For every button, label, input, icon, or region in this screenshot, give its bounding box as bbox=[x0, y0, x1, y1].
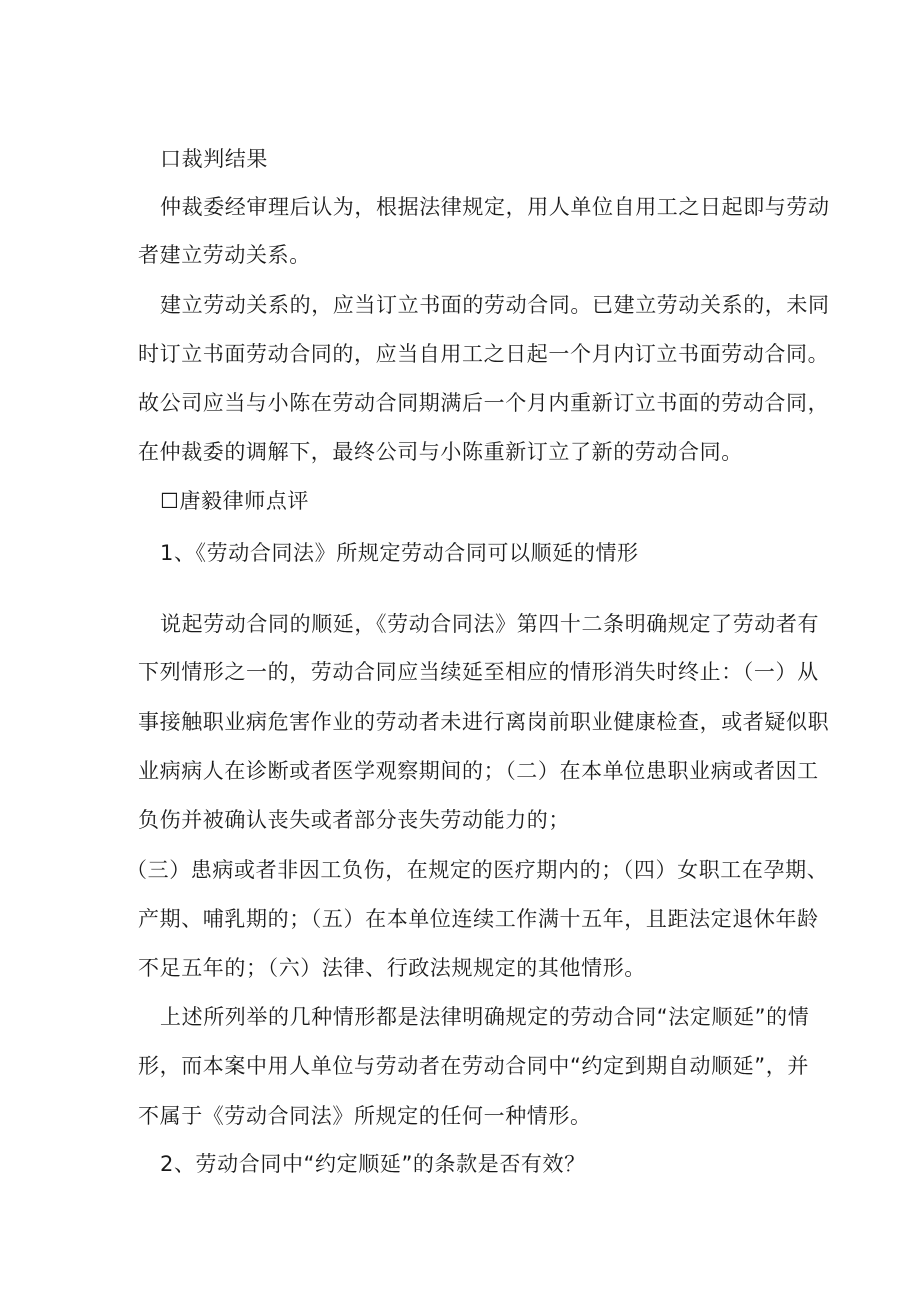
subheading-1: 1、《劳动合同法》所规定劳动合同可以顺延的情形 bbox=[160, 541, 639, 565]
paragraph-line: 在仲裁委的调解下，最终公司与小陈重新订立了新的劳动合同。 bbox=[138, 440, 743, 464]
paragraph-line: 说起劳动合同的顺延，《劳动合同法》第四十二条明确规定了劳动者有 bbox=[160, 612, 820, 636]
paragraph-line: 上述所列举的几种情形都是法律明确规定的劳动合同“法定顺延”的情 bbox=[160, 1005, 810, 1029]
paragraph-line: 产期、哺乳期的；（五）在本单位连续工作满十五年，且距法定退休年龄 bbox=[138, 907, 819, 931]
paragraph-line: 形，而本案中用人单位与劳动者在劳动合同中“约定到期自动顺延”，并 bbox=[138, 1054, 809, 1078]
subheading-2: 2、劳动合同中“约定顺延”的条款是否有效？ bbox=[160, 1152, 586, 1176]
paragraph-line: 故公司应当与小陈在劳动合同期满后一个月内重新订立书面的劳动合同， bbox=[138, 391, 830, 415]
paragraph-line: 者建立劳动关系。 bbox=[138, 243, 311, 267]
paragraph-line: 负伤并被确认丧失或者部分丧失劳动能力的； bbox=[138, 808, 570, 832]
paragraph-line: 事接触职业病危害作业的劳动者未进行离岗前职业健康检查，或者疑似职 bbox=[138, 710, 830, 734]
paragraph-line: 不足五年的；（六）法律、行政法规规定的其他情形。 bbox=[138, 956, 646, 980]
paragraph-line: 仲裁委经审理后认为，根据法律规定，用人单位自用工之日起即与劳动 bbox=[160, 195, 830, 219]
paragraph-line: （三）患病或者非因工负伤，在规定的医疗期内的；（四）女职工在孕期、 bbox=[126, 858, 829, 882]
paragraph-line: 下列情形之一的，劳动合同应当续延至相应的情形消失时终止：（一）从 bbox=[138, 660, 819, 684]
paragraph-line: 不属于《劳动合同法》所规定的任何一种情形。 bbox=[138, 1104, 592, 1128]
section-heading-ruling: 口裁判结果 bbox=[160, 147, 268, 171]
paragraph-line: 时订立书面劳动合同的，应当自用工之日起一个月内订立书面劳动合同。 bbox=[138, 342, 830, 366]
paragraph-line: 建立劳动关系的，应当订立书面的劳动合同。已建立劳动关系的，未同 bbox=[160, 293, 830, 317]
paragraph-line: 业病病人在诊断或者医学观察期间的；（二）在本单位患职业病或者因工 bbox=[138, 759, 819, 783]
section-heading-lawyer-comment: ☐唐毅律师点评 bbox=[160, 489, 310, 513]
